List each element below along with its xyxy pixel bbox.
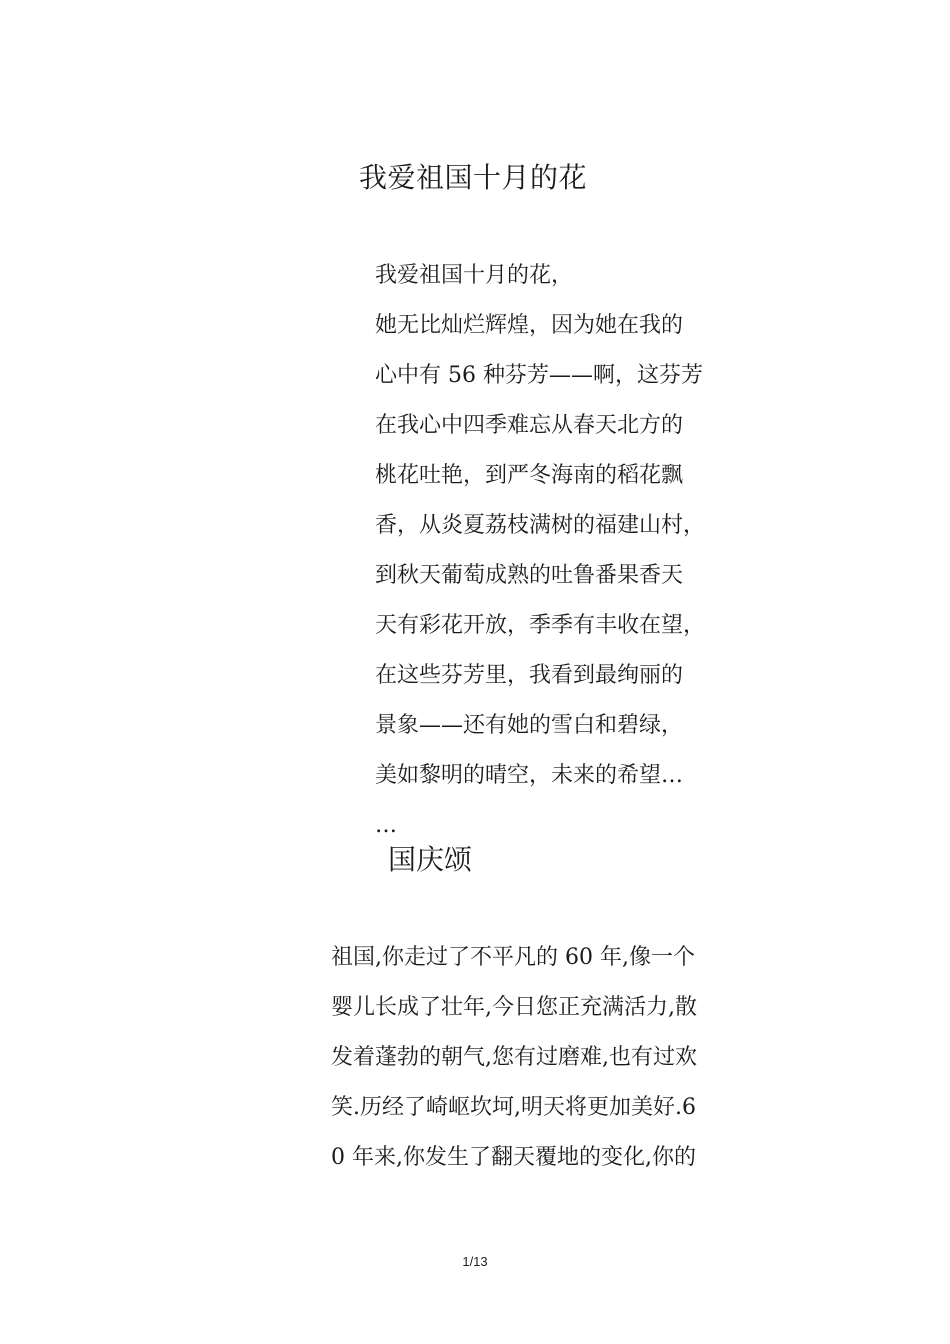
page-number: 1/13 — [462, 1254, 488, 1269]
poem-line: 她无比灿烂辉煌，因为她在我的 — [375, 313, 684, 338]
paragraph-block — [331, 938, 697, 1188]
poem-block — [375, 257, 705, 857]
poem-line: 香，从炎夏荔枝满树的福建山村， — [375, 513, 706, 538]
poem-line: 天有彩花开放，季季有丰收在望， — [375, 613, 706, 638]
poem-line: … — [375, 813, 397, 838]
poem-line: 我爱祖国十月的花， — [375, 263, 574, 288]
poem-line: 景象——还有她的雪白和碧绿， — [375, 713, 684, 738]
paragraph-line: 笑.历经了崎岖坎坷,明天将更加美好.6 — [331, 1095, 696, 1120]
poem-line: 心中有 56 种芬芳——啊，这芬芳 — [375, 363, 703, 388]
paragraph-line: 发着蓬勃的朝气,您有过磨难,也有过欢 — [331, 1045, 697, 1070]
document-title: 我爱祖国十月的花 — [359, 161, 588, 194]
section-title: 国庆颂 — [388, 843, 473, 876]
paragraph-line: 祖国,你走过了不平凡的 60 年,像一个 — [331, 945, 695, 970]
paragraph-line: 0 年来,你发生了翻天覆地的变化,你的 — [331, 1145, 696, 1170]
poem-line: 美如黎明的晴空，未来的希望… — [375, 763, 684, 788]
poem-line: 在这些芬芳里，我看到最绚丽的 — [375, 663, 684, 688]
poem-line: 在我心中四季难忘从春天北方的 — [375, 413, 684, 438]
poem-line: 到秋天葡萄成熟的吐鲁番果香天 — [375, 563, 684, 588]
paragraph-line: 婴儿长成了壮年,今日您正充满活力,散 — [331, 995, 697, 1020]
poem-line: 桃花吐艳，到严冬海南的稻花飘 — [375, 463, 684, 488]
